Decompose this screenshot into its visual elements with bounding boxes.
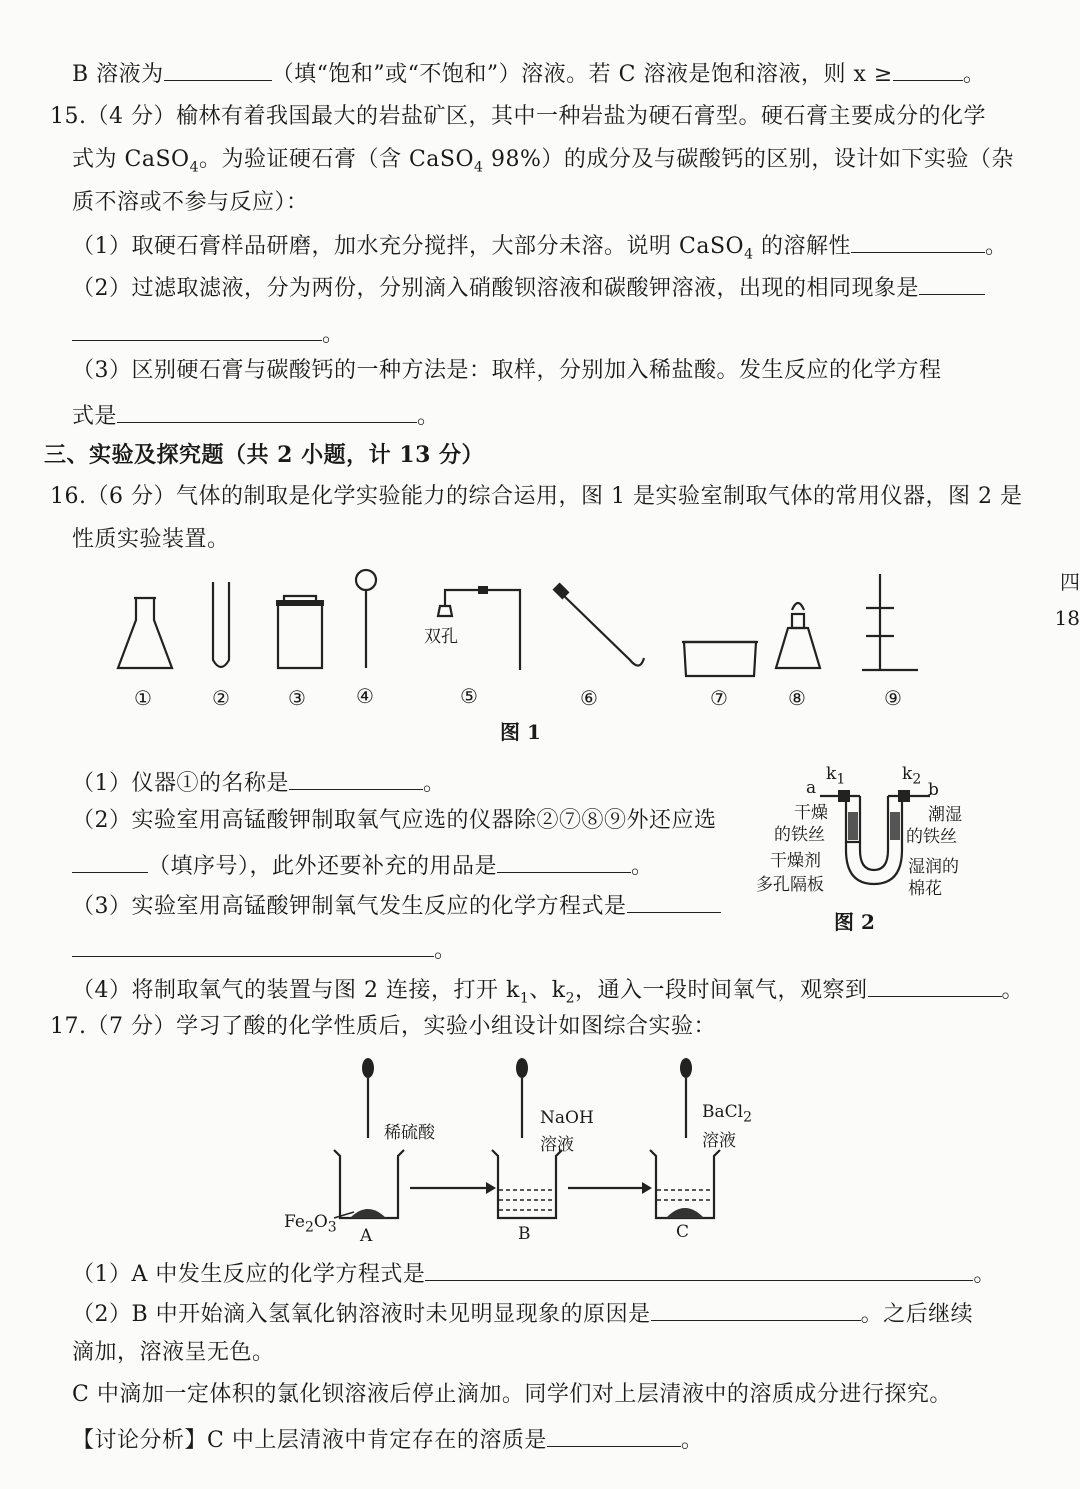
- fig2-dry-label: 干燥: [794, 803, 828, 823]
- fig2-cotton: 湿润的: [908, 857, 959, 877]
- fig1-number: ②: [212, 686, 230, 710]
- text: BaCl: [702, 1102, 744, 1122]
- text: 98%）的成分及与碳酸钙的区别，设计如下实验（杂: [483, 147, 1014, 172]
- figure-2-caption: 图 2: [834, 910, 875, 934]
- q16-sub-2: （2）实验室用高锰酸钾制取氧气应选的仪器除②⑦⑧⑨外还应选: [72, 808, 717, 833]
- fig2-wet-label-2: 的铁丝: [906, 827, 957, 847]
- label-fe2o3: $Fe_2O_3$: [284, 1212, 337, 1236]
- label-beaker-c: C: [676, 1222, 690, 1242]
- text: （1）取硬石膏样品研磨，加水充分搅拌，大部分未溶。说明 CaSO: [72, 234, 745, 259]
- label-naoh-2: 溶液: [540, 1135, 574, 1155]
- q17-sub-2: [72, 1296, 973, 1330]
- q16-sub-4: （4）将制取氧气的装置与图 2 连接，打开 $k_1$、$k_2$，通入一段时间氧气，观察到 。: [72, 972, 1024, 1013]
- fig1-number: ⑤: [460, 684, 478, 708]
- text: （1）A 中发生反应的化学方程式是: [72, 1262, 426, 1287]
- label-beaker-a: A: [360, 1226, 373, 1246]
- fig2-cotton-2: 棉花: [908, 879, 942, 899]
- text: （3）实验室用高锰酸钾制氧气发生反应的化学方程式是: [72, 894, 627, 919]
- text: 【讨论分析】C 中上层清液中肯定存在的溶质是: [72, 1428, 547, 1453]
- dropper-icon: [516, 1058, 528, 1078]
- text: 式是: [72, 404, 118, 429]
- q15-sub-1: （1）取硬石膏样品研磨，加水充分搅拌，大部分未溶。说明 CaSO$_4$ 的溶解性 。: [72, 228, 1008, 269]
- text: O: [313, 1212, 328, 1232]
- text: k: [826, 764, 837, 784]
- q15-line-2: 式为 CaSO$_4$。为验证硬石膏（含 CaSO$_4$ 98%）的成分及与碳酸钙的区别，设计如下实验（杂: [72, 147, 1014, 176]
- text: 。: [322, 322, 345, 347]
- text: 。: [680, 1428, 704, 1453]
- fig1-number: ④: [356, 684, 374, 708]
- text: 。: [434, 938, 457, 963]
- answer-blank[interactable]: [547, 1422, 681, 1447]
- fig2-plate: 多孔隔板: [756, 875, 824, 895]
- text: （填“饱和”或“不饱和”）溶液。若 C 溶液是饱和溶液，则 x ≥: [271, 62, 893, 87]
- text: 。: [973, 1262, 996, 1287]
- fig2-a: a: [806, 778, 817, 798]
- section-heading: 三、实验及探究题（共 2 小题，计 13 分）: [44, 442, 485, 468]
- beaker-c-icon: [650, 1150, 720, 1218]
- text: Fe: [284, 1212, 305, 1232]
- figure-1-caption: 图 1: [500, 720, 541, 744]
- answer-blank[interactable]: [425, 1256, 973, 1281]
- edge-text: 18: [1054, 606, 1080, 630]
- q17-discussion: [72, 1422, 703, 1456]
- fig2-desiccant: 干燥剂: [770, 851, 821, 871]
- fig1-number: ③: [288, 686, 306, 710]
- label-naoh: NaOH: [540, 1108, 594, 1128]
- q17-line-1: 17.（7 分）学习了酸的化学性质后，实验小组设计如图综合实验：: [50, 1014, 716, 1039]
- hole-label: 双孔: [424, 627, 458, 647]
- text: 。之后继续: [860, 1302, 974, 1327]
- text: 式为 CaSO: [72, 147, 190, 172]
- text: 的溶解性: [753, 234, 851, 259]
- beaker-b-icon: [492, 1150, 562, 1218]
- text: 。为验证硬石膏（含 CaSO: [198, 147, 475, 172]
- q15-sub-3: （3）区别硬石膏与碳酸钙的一种方法是：取样，分别加入稀盐酸。发生反应的化学方程: [72, 358, 942, 383]
- text: 。: [962, 62, 986, 87]
- label-bacl2-2: 溶液: [702, 1131, 736, 1151]
- beaker-a-icon: [334, 1150, 404, 1218]
- fig1-number: ①: [134, 686, 152, 710]
- fig2-dry-label-2: 的铁丝: [774, 825, 825, 845]
- text: （4）将制取氧气的装置与图 2 连接，打开 k: [72, 978, 520, 1003]
- text: 。: [631, 854, 654, 879]
- text: 、k: [529, 978, 566, 1003]
- text: （2）B 中开始滴入氢氧化钠溶液时未见明显现象的原因是: [72, 1302, 651, 1327]
- q16-line-1: 16.（6 分）气体的制取是化学实验能力的综合运用，图 1 是实验室制取气体的常用仪器，图 2 是: [50, 484, 1023, 509]
- fig2-b: b: [928, 780, 939, 800]
- dropper-icon: [362, 1058, 374, 1078]
- label-beaker-b: B: [518, 1224, 531, 1244]
- label-bacl2: BaCl$_2$: [702, 1102, 752, 1126]
- text: ，通入一段时间氧气，观察到: [575, 978, 868, 1003]
- text: B 溶液为: [72, 62, 164, 87]
- fig1-number: ⑨: [884, 686, 902, 710]
- text: 。: [1001, 978, 1025, 1003]
- fig2-k2: $k_2$: [902, 764, 922, 788]
- q15-line-1: 15.（4 分）榆林有着我国最大的岩盐矿区，其中一种岩盐为硬石膏型。硬石膏主要成分的化学: [50, 104, 986, 129]
- q17-line-c: C 中滴加一定体积的氯化钡溶液后停止滴加。同学们对上层清液中的溶质成分进行探究。: [72, 1382, 952, 1407]
- q16-line-2: 性质实验装置。: [72, 527, 230, 552]
- q17-sub-1: [72, 1256, 996, 1290]
- q17-sub-2-cont: 滴加，溶液呈无色。: [72, 1340, 275, 1365]
- text: 。: [984, 234, 1008, 259]
- text: 。: [423, 771, 446, 796]
- answer-blank[interactable]: [651, 1296, 861, 1321]
- fig1-number: ⑥: [580, 686, 598, 710]
- text: （1）仪器①的名称是: [72, 771, 289, 796]
- q15-line-3: 质不溶或不参与反应）：: [72, 190, 309, 215]
- text: k: [902, 764, 913, 784]
- fig2-wet-label: 潮湿: [928, 805, 962, 825]
- text: （2）过滤取滤液，分为两份，分别滴入硝酸钡溶液和碳酸钾溶液，出现的相同现象是: [72, 276, 919, 301]
- text: （填序号），此外还要补充的用品是: [148, 854, 498, 879]
- fig1-number: ⑦: [710, 686, 728, 710]
- fig1-number: ⑧: [788, 686, 806, 710]
- text: 。: [417, 404, 440, 429]
- edge-text: 四: [1060, 570, 1080, 594]
- label-acid: 稀硫酸: [384, 1123, 435, 1143]
- fig2-k1: $k_1$: [826, 764, 846, 788]
- dropper-icon: [680, 1058, 692, 1078]
